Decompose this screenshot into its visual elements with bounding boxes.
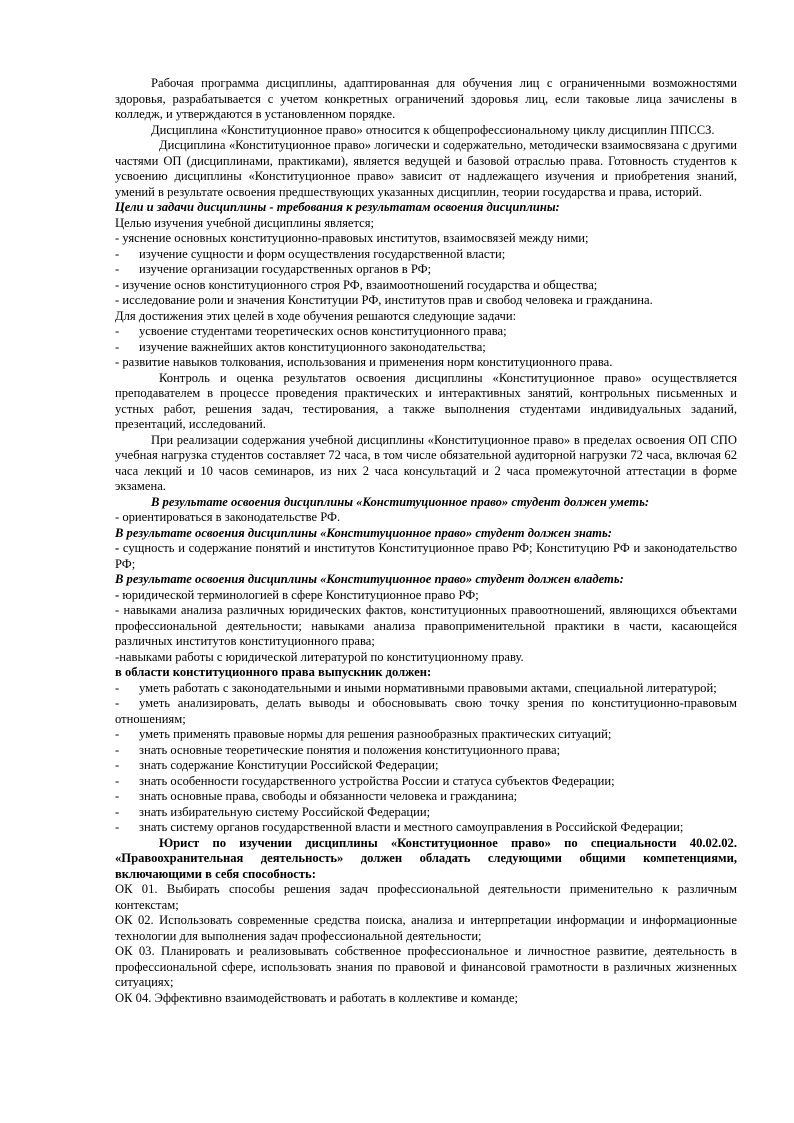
list-dash: - [115, 355, 120, 369]
list-dash: - [115, 696, 120, 710]
competencies-heading: Юрист по изучении дисциплины «Конституционное право» по специальности 40.02.02. «Правоохранительная деятельность» должен обладать следующими общими компетенциями, включающими в себя способность: [115, 835, 737, 881]
graduate-heading: в области конституционного права выпускник должен: [115, 665, 432, 679]
competency-item: ОК 01. Выбирать способы решения задач профессиональной деятельности применительно к различным контекстам; [115, 882, 737, 912]
list-item-text: уметь работать с законодательными и иными нормативными правовыми актами, специальной литературой; [139, 680, 717, 695]
list-item-text: уяснение основных конституционно-правовых институтов, взаимосвязей между ними; [122, 231, 589, 245]
control-paragraph: Контроль и оценка результатов освоения дисциплины «Конституционное право» осуществляется преподавателем в процессе проведения практических и интерактивных занятий, контрольных письменных и устных работ, решения задач, тестирования, а также выполнения студентами индивидуальных заданий, презентаций, исследований. [115, 370, 737, 431]
list-item-text: изучение важнейших актов конституционного законодательства; [139, 339, 486, 354]
intro-paragraph-2: Дисциплина «Конституционное право» относится к общепрофессиональному циклу дисциплин ППССЗ. [151, 122, 715, 137]
results-own-item: -навыками работы с юридической литературой по конституционному праву. [115, 649, 524, 664]
list-dash: - [115, 246, 120, 261]
list-item [115, 774, 737, 790]
results-own-item [115, 588, 737, 604]
list-item [115, 247, 737, 263]
competency-item: ОК 04. Эффективно взаимодействовать и работать в коллективе и команде; [115, 990, 519, 1005]
goals-list [115, 231, 737, 309]
list-dash: - [115, 324, 120, 338]
list-dash: - [115, 262, 120, 276]
list-item [115, 743, 737, 759]
list-item [115, 681, 737, 697]
workload-paragraph: При реализации содержания учебной дисциплины «Конституционное право» в пределах освоения ОП СПО учебная нагрузка студентов составляет 72 часа, в том числе обязательной аудиторной нагрузки 72 часа, включая 62 часа лекций и 10 часов семинаров, из них 2 часа консультаций и 2 часа промежуточной аттестации в форме экзамена. [115, 432, 737, 493]
results-own-item: - навыками анализа различных юридических фактов, конституционных правоотношений, являющихся объектами профессиональной деятельности; навыками анализа правоприменительной практики в части, касающейся различных институтов конституционного права; [115, 603, 737, 648]
list-dash: - [115, 789, 120, 803]
list-dash: - [115, 773, 120, 788]
document-page [115, 76, 737, 1006]
list-item-text: усвоение студентами теоретических основ конституционного права; [139, 324, 507, 338]
list-item [115, 820, 737, 836]
list-item-text: изучение организации государственных органов в РФ; [139, 262, 432, 276]
list-dash: - [115, 277, 120, 292]
list-item [115, 355, 737, 371]
list-dash: - [115, 587, 120, 602]
list-item [115, 758, 737, 774]
list-item [115, 293, 737, 309]
list-item [115, 262, 737, 278]
list-dash: - [115, 293, 120, 307]
list-item-text: исследование роли и значения Конституции РФ, институтов прав и свобод человека и гражданина. [122, 293, 653, 307]
list-item-text: сущность и содержание понятий и институтов Конституционное право РФ; Конституцию РФ и законодательство РФ; [115, 541, 737, 571]
goals-heading: Цели и задачи дисциплины - требования к результатам освоения дисциплины: [115, 200, 560, 214]
list-dash: - [115, 231, 120, 245]
tasks-lead: Для достижения этих целей в ходе обучения решаются следующие задачи: [115, 308, 517, 323]
list-dash: - [115, 727, 120, 741]
competency-item: ОК 02. Использовать современные средства поиска, анализа и интерпретации информации и информационные технологии для выполнения задач профессиональной деятельности; [115, 913, 737, 943]
list-dash: - [115, 339, 120, 354]
results-able-heading: В результате освоения дисциплины «Конституционное право» студент должен уметь: [151, 494, 650, 509]
list-item-text: уметь применять правовые нормы для решения разнообразных практических ситуаций; [139, 727, 612, 741]
list-item-text: юридической терминологией в сфере Конституционное право РФ; [119, 587, 479, 602]
list-item [115, 324, 737, 340]
list-dash: - [115, 742, 120, 757]
goals-lead: Целью изучения учебной дисциплины является; [115, 215, 375, 230]
list-item-text: развитие навыков толкования, использования и применения норм конституционного права. [122, 355, 613, 369]
intro-paragraph-1: Рабочая программа дисциплины, адаптированная для обучения лиц с ограниченными возможностями здоровья, разрабатывается с учетом конкретных ограничений здоровья лиц, если таковые лица зачислены в колледж, и утверждаются в установленном порядке. [115, 76, 737, 121]
list-item-text: изучение сущности и форм осуществления государственной власти; [139, 246, 506, 261]
results-own-heading: В результате освоения дисциплины «Конституционное право» студент должен владеть: [115, 572, 624, 586]
results-know-item [115, 541, 737, 572]
list-item-text: уметь анализировать, делать выводы и обосновывать свою точку зрения по конституционно-правовым отношениям; [115, 696, 737, 726]
list-item [115, 231, 737, 247]
list-dash: - [115, 820, 120, 834]
list-item-text: изучение основ конституционного строя РФ, взаимоотношений государства и общества; [122, 277, 598, 292]
list-item-text: знать основные права, свободы и обязанности человека и гражданина; [139, 789, 518, 803]
list-item-text: знать особенности государственного устройства России и статуса субъектов Федерации; [139, 773, 615, 788]
list-item [115, 340, 737, 356]
list-dash: - [115, 680, 120, 695]
list-item-text: знать основные теоретические понятия и положения конституционного права; [139, 742, 561, 757]
list-dash: - [115, 804, 120, 819]
tasks-list [115, 324, 737, 371]
list-item [115, 278, 737, 294]
list-item [115, 805, 737, 821]
list-item [115, 789, 737, 805]
list-dash: - [115, 541, 120, 555]
list-item-text: знать систему органов государственной власти и местного самоуправления в Российской Федерации; [139, 820, 684, 834]
results-know-heading: В результате освоения дисциплины «Конституционное право» студент должен знать: [115, 525, 612, 540]
competency-item: ОК 03. Планировать и реализовывать собственное профессиональное и личностное развитие, деятельность в профессиональной сфере, использовать знания по правовой и финансовой грамотности в различных жизненных ситуациях; [115, 944, 737, 989]
list-item-text: знать избирательную систему Российской Федерации; [139, 804, 431, 819]
results-able-item: - ориентироваться в законодательстве РФ. [115, 510, 341, 524]
list-dash: - [115, 758, 120, 772]
graduate-list [115, 681, 737, 836]
list-item [115, 727, 737, 743]
intro-paragraph-3: Дисциплина «Конституционное право» логически и содержательно, методически взаимосвязана с другими частями ОП (дисциплинами, практиками), является ведущей и базовой отраслью права. Готовность студентов к усвоению дисциплины «Конституционное право» зависит от надлежащего изучения и приобретения знаний, умений в результате освоения предшествующих указанных дисциплин, теории государства и права, историй. [115, 138, 737, 199]
list-item-text: знать содержание Конституции Российской Федерации; [139, 758, 439, 772]
list-item [115, 696, 737, 727]
